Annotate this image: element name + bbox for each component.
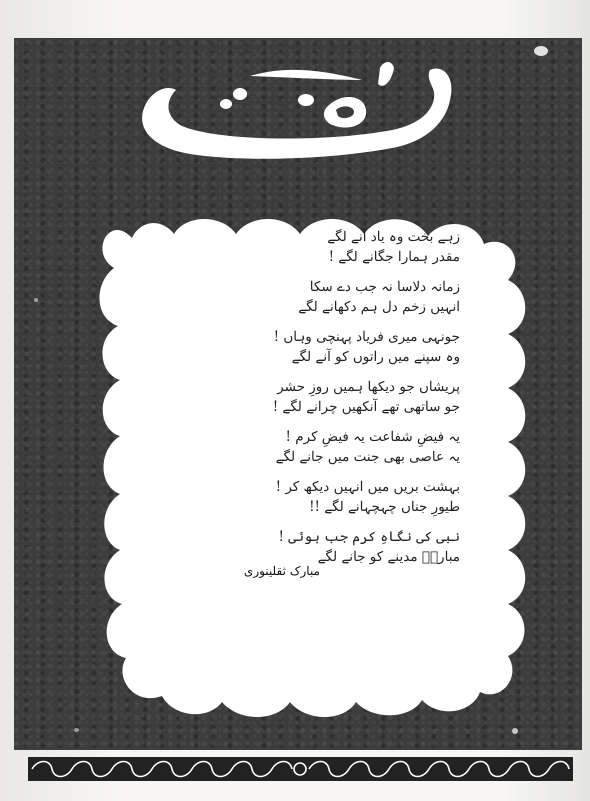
paint-speck (34, 298, 38, 302)
poem-line: مقدر ہمارا جگانے لگے ! (328, 248, 460, 265)
paint-speck (534, 46, 548, 56)
paint-speck (74, 728, 79, 732)
stanza (160, 228, 460, 267)
poem-line: زمانہ دلاسا نہ جب دے سکا (309, 279, 460, 295)
poem-line: پریشاں جو دیکھا ہمیں روزِ حشر (277, 379, 460, 395)
poem-line: جونہی میری فریاد پہنچی وہاں ! (273, 329, 460, 345)
poem-line: زہے بخت وہ یاد آنے لگے (327, 229, 460, 245)
stanza (160, 428, 460, 467)
poem-line: مبارکؔ مدینے کو جانے لگے (317, 548, 460, 565)
poem-line: بہشت بریں میں انہیں دیکھ کر ! (275, 479, 460, 495)
calligraphy-graphic (130, 50, 460, 170)
poet-signature: مبارک ثقلینوری (243, 564, 320, 578)
scroll-ornament (28, 757, 573, 781)
poem-line: انہیں زخم دل ہم دکھانے لگے (298, 298, 460, 315)
poem-body (160, 228, 460, 590)
stanza (160, 378, 460, 417)
stanza (160, 478, 460, 517)
stanza (160, 278, 460, 317)
poem-line: وہ سپنے میں راتوں کو آنے لگے (291, 348, 460, 365)
poem-line: نبی کی نگاہِ کرم جب ہوئی ! (278, 529, 460, 545)
paint-speck (512, 728, 518, 734)
naat-calligraphy-title (130, 50, 460, 170)
stanza (160, 528, 460, 579)
poem-line: یہ فیضِ شفاعت یہ فیضِ کرم ! (285, 429, 460, 445)
poem-line: طیورِ جناں چہچہانے لگے !! (309, 498, 460, 515)
poem-line: جو ساتھی تھے آنکھیں چرانے لگے ! (272, 398, 460, 415)
stanza (160, 328, 460, 367)
poem-line: یہ عاصی بھی جنت میں جانے لگے (275, 448, 460, 465)
decorative-border-strip (28, 757, 573, 781)
